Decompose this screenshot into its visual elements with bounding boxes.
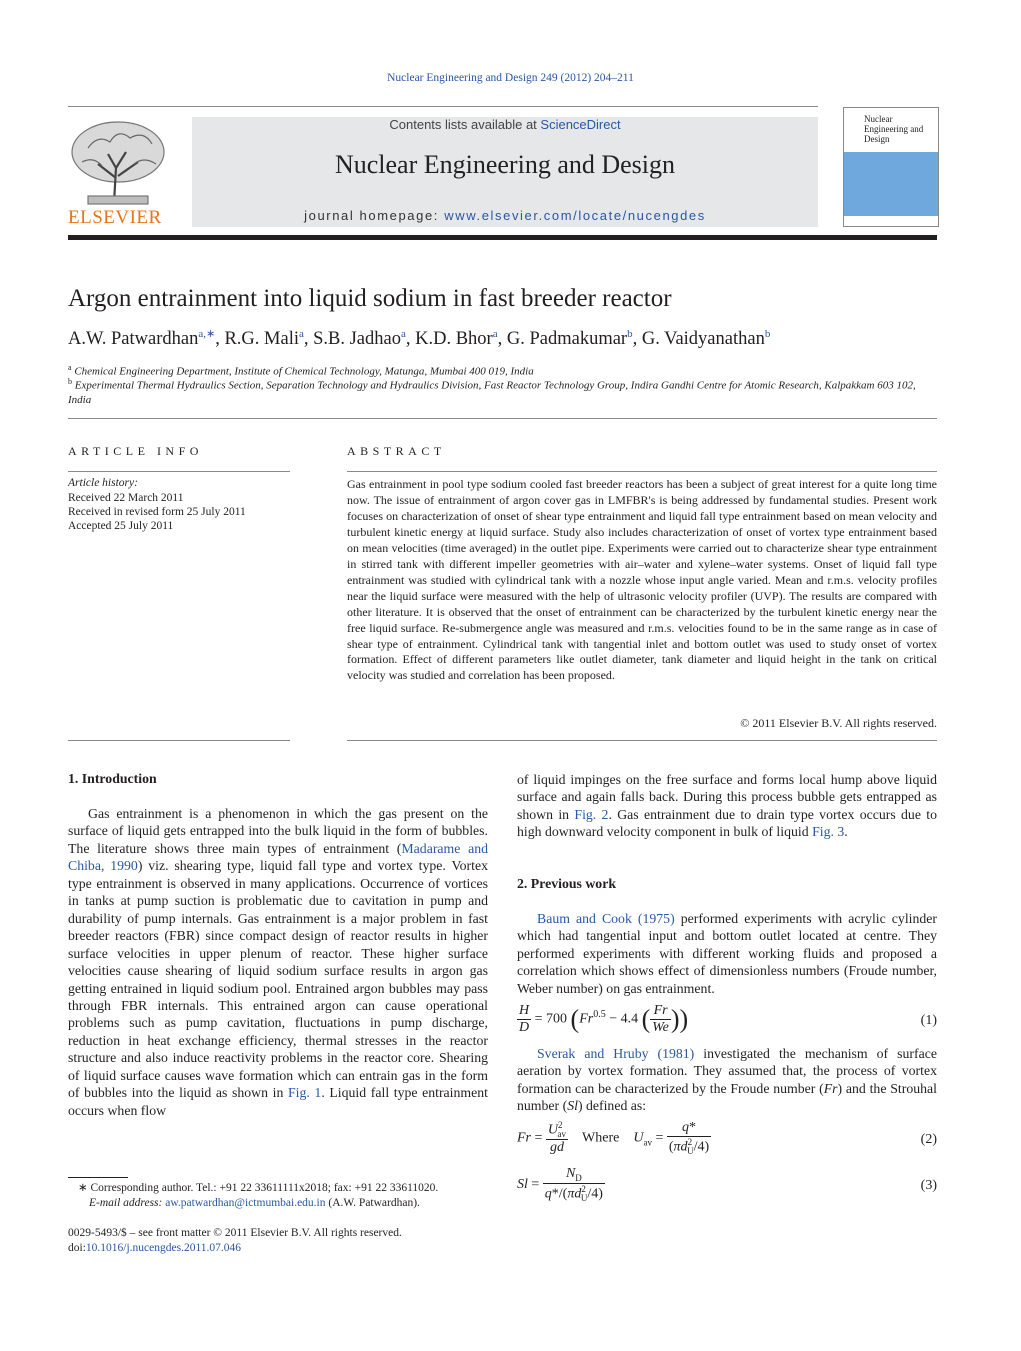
elsevier-wordmark[interactable]: ELSEVIER [68, 207, 162, 228]
symbol-fr: Fr [823, 1080, 838, 1096]
homepage-link[interactable]: www.elsevier.com/locate/nucengdes [444, 208, 706, 223]
article-info-bottom-rule [68, 740, 290, 741]
article-info-rule [68, 471, 290, 472]
elsevier-tree-logo [68, 118, 168, 208]
reference-link-sverak[interactable]: Sverak and Hruby (1981) [537, 1046, 695, 1061]
header-thick-rule [68, 235, 937, 240]
paragraph-text: performed experiments with acrylic cylinder which had tangential input and bottom outlet located at centre. They performed experiments with different working fluids and proposed a correlation which shows effect of dimensionless numbers (Froude number, Weber number) on gas entrainment. [517, 911, 937, 996]
figure-link-fig3[interactable]: Fig. 3 [812, 824, 845, 840]
email-note [89, 1196, 509, 1211]
affiliation-text: Experimental Thermal Hydraulics Section, Separation Technology and Hydraulics Division, Fast Reactor Technology Group, Indira Gandhi Centre for Atomic Research, Kalpakkam 603 102, India [68, 379, 916, 406]
equation-1: $\frac{H}{D}$ = 700 ($Fr^{0.5} - 4.4$ ( $\frac{Fr}{We}$ )) [519, 1003, 689, 1035]
header-rule [68, 106, 818, 107]
author-affiliation-link[interactable]: a,∗ [198, 328, 216, 340]
abstract-heading: ABSTRACT [347, 444, 446, 458]
history-revised: Received in revised form 25 July 2011 [68, 506, 246, 518]
section-2-heading: 2. Previous work [517, 876, 617, 891]
affiliation-marker: b [68, 377, 72, 386]
author-affiliation-link[interactable]: b [627, 328, 633, 340]
doi-link[interactable]: 10.1016/j.nucengdes.2011.07.046 [85, 1242, 242, 1254]
email-link[interactable]: aw.patwardhan@ictmumbai.edu.in [165, 1197, 326, 1209]
paper-title: Argon entrainment into liquid sodium in fast breeder reactor [68, 285, 672, 312]
journal-cover-thumbnail[interactable] [843, 107, 939, 227]
abstract-rule [347, 471, 937, 472]
author-affiliation-link[interactable]: b [764, 328, 771, 340]
contents-line [192, 117, 818, 132]
email-suffix: (A.W. Patwardhan). [325, 1197, 420, 1209]
journal-citation[interactable]: Nuclear Engineering and Design 249 (2012) 204–211 [387, 72, 634, 84]
paragraph-text: . [844, 824, 848, 840]
equation-3: Sl = $\frac{N_D}{q*/(\pi d^2_U/4)}$ [517, 1166, 603, 1204]
author-name: R.G. Mali [224, 329, 299, 350]
cover-footer [844, 216, 938, 226]
paragraph-text: investigated the mechanism of surface aeration by vortex formation. They assumed that, the process of vortex formation can be characterized by the Froude number ( [517, 1046, 937, 1096]
author-name: A.W. Patwardhan [68, 329, 199, 350]
reference-link-baum[interactable]: Baum and Cook (1975) [537, 911, 675, 926]
paragraph-text: ) viz. shearing type, liquid fall type and vortex type. Vortex type entrainment is observed in many applications. Occurrence of vortices in tanks at pump suction is problematic due to cavitation in pump and durability of pump internals. Gas entrainment is a major problem in fast breeder reactors (FBR) since compact design of reactor results in higher surface velocities in upper plenum of reactor. These higher surface velocities cause shearing of liquid sodium surface results in argon gas getting entrained in liquid sodium pool. Entrained argon bubbles may pass through FBR internals. This entrained argon can cause operational problems such as pump cavitation, fluctuations in pump discharge, reduction in heat exchange efficiency, thermal stresses in the reactor structure and also induce reactivity problems in the reactor core. Shearing of liquid surface causes wave formation which can entrain gas in the form of bubbles into the liquid as shown in [68, 858, 489, 1101]
equation-2-number: (2) [920, 1132, 937, 1147]
section-1-heading: 1. Introduction [68, 771, 157, 786]
abstract-copyright: © 2011 Elsevier B.V. All rights reserved. [740, 716, 937, 730]
affiliation-b [68, 375, 938, 407]
doi-label: doi: [68, 1242, 86, 1254]
affiliation-marker: a [68, 363, 72, 372]
footnote-rule [68, 1177, 128, 1178]
email-label: E-mail address: [89, 1197, 166, 1209]
paragraph-text: ) defined as: [577, 1098, 647, 1114]
contents-prefix: Contents lists available at [389, 117, 541, 132]
sciencedirect-link[interactable]: ScienceDirect [540, 117, 621, 132]
author-name: G. Vaidyanathan [641, 329, 765, 350]
equation-2: Fr = $\frac{U^2_{av}}{gd}$ Where $U_{av}$ = $\frac{q*}{(\pi d^2_U/4)}$ [517, 1120, 710, 1157]
homepage-prefix: journal homepage: [304, 208, 445, 223]
history-received: Received 22 March 2011 [68, 492, 184, 504]
cover-image [844, 152, 938, 216]
paragraph-text: . Liquid fall type entrainment occurs when flow [68, 1085, 488, 1118]
article-history-label: Article history: [68, 477, 138, 489]
journal-title: Nuclear Engineering and Design [334, 150, 676, 179]
paragraph-text: of liquid impinges on the free surface and forms local hump above liquid surface and again falls back. During this process bubble gets entrapped as shown in [517, 772, 937, 822]
author-name: G. Padmakumar [506, 329, 628, 350]
section-1-paragraph [68, 805, 488, 1119]
paragraph-text: ) and the Strouhal number ( [517, 1080, 937, 1114]
reference-link-madarame[interactable]: Madarame and Chiba, 1990 [68, 840, 488, 874]
corresponding-author-note [68, 1181, 498, 1196]
column-2-paragraph [517, 771, 937, 841]
author-name: K.D. Bhor [415, 329, 493, 350]
journal-homepage [192, 208, 818, 223]
title-rule [68, 418, 937, 419]
paragraph-text: Gas entrainment is a phenomenon in which the gas present on the surface of liquid gets entrapped into the bulk liquid in the form of bubbles. The literature shows three main types of entrainment ( [68, 806, 488, 856]
author-name: S.B. Jadhao [313, 329, 401, 350]
abstract-text: Gas entrainment in pool type sodium cooled fast breeder reactors has been a subject of great interest for a quite long time now. The issue of entrainment of argon cover gas in LMFBR's is being addressed by fundamental studies. Present work focuses on characterization of onset of shear type entrainment and liquid fall type entrainment based on mean velocity and turbulent kinetic energy at liquid surface. Study also includes characterization of onset of vortex type entrainment based on mean velocities (time averaged) in the outlet pipe. Experiments were carried out to characterize shear type entrainment in stirred tank with different impeller geometries with air–water and xylene–water systems. Onset of liquid fall type entrainment was studied with cylindrical tank with a nozzle whose input angle varied. Mean and r.m.s. velocity profiles near the liquid surface were measured with the help of ultrasonic velocity profiler (UVP). The results are compared with other literature. It is observed that the onset of entrainment can be characterized by the turbulent kinetic energy near the free liquid surface. Re-submergence angle was measured and r.m.s. velocities found to be in the same range as in case of shear type of entrainment. Cylindrical tank with tangential inlet and bottom outlet was used to study onset of vortex formation. Effect of different parameters like outlet diameter, tank diameter and liquid height in the tank on critical velocity was studied and correlation has been proposed. [347, 477, 937, 683]
paragraph-text: . Gas entrainment due to drain type vortex occurs due to high downward velocity component in bulk of liquid [517, 806, 937, 840]
equation-2-where: Where [582, 1130, 620, 1146]
author-list: A.W. Patwardhan$^{a,∗}$, R.G. Mali$^a$, S.B. Jadhao$^a$, K.D. Bhor$^a$, G. Padmakumar$^b$, G. Vaidyanathan$^b$ [68, 328, 771, 350]
footnote-text: Corresponding author. Tel.: +91 22 33611111x2018; fax: +91 22 33611020. [90, 1182, 439, 1194]
cover-title: Nuclear Engineering and Design [864, 114, 924, 144]
article-info-heading: ARTICLE INFO [68, 444, 203, 458]
equation-3-number: (3) [920, 1178, 937, 1193]
author-affiliation-link[interactable]: a [298, 328, 304, 340]
issn-line: 0029-5493/$ – see front matter © 2011 Elsevier B.V. All rights reserved. [68, 1227, 402, 1239]
equation-1-number: (1) [920, 1013, 937, 1028]
history-accepted: Accepted 25 July 2011 [68, 520, 174, 532]
footnote-star: ∗ [78, 1182, 91, 1194]
section-2-paragraph-1 [517, 910, 937, 997]
symbol-sl: Sl [567, 1098, 578, 1114]
figure-link-fig2[interactable]: Fig. 2 [574, 806, 609, 822]
section-2-paragraph-2 [517, 1045, 937, 1115]
author-affiliation-link[interactable]: a [492, 328, 498, 340]
doi-line [68, 1241, 498, 1256]
abstract-bottom-rule [347, 740, 937, 741]
author-affiliation-link[interactable]: a [400, 328, 406, 340]
affiliation-text: Chemical Engineering Department, Institute of Chemical Technology, Matunga, Mumbai 400 019, India [74, 365, 534, 378]
figure-link-fig1[interactable]: Fig. 1 [287, 1085, 322, 1101]
